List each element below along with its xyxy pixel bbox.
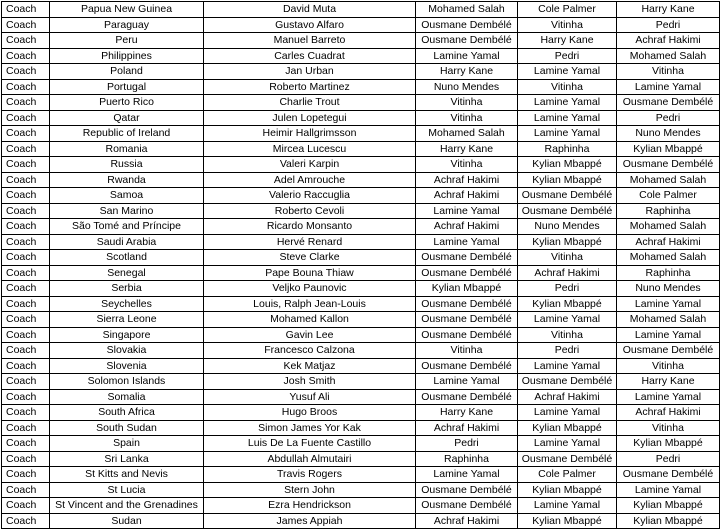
first-place-vote-cell: Ousmane Dembélé [416,17,518,33]
third-place-vote-cell: Kylian Mbappé [617,498,720,514]
coach-name-cell: Travis Rogers [204,467,416,483]
second-place-vote-cell: Lamine Yamal [518,95,617,111]
country-cell: St Vincent and the Grenadines [50,498,204,514]
role-cell: Coach [2,498,50,514]
second-place-vote-cell: Raphinha [518,141,617,157]
third-place-vote-cell: Pedri [617,451,720,467]
second-place-vote-cell: Kylian Mbappé [518,482,617,498]
role-cell: Coach [2,64,50,80]
third-place-vote-cell: Raphinha [617,203,720,219]
first-place-vote-cell: Ousmane Dembélé [416,389,518,405]
third-place-vote-cell: Raphinha [617,265,720,281]
second-place-vote-cell: Ousmane Dembélé [518,374,617,390]
coach-name-cell: Mohamed Kallon [204,312,416,328]
first-place-vote-cell: Mohamed Salah [416,2,518,18]
table-row [2,265,720,281]
table-row [2,188,720,204]
coach-name-cell: Stern John [204,482,416,498]
coach-name-cell: Adel Amrouche [204,172,416,188]
second-place-vote-cell: Lamine Yamal [518,405,617,421]
table-row [2,312,720,328]
table-row [2,281,720,297]
coach-name-cell: Carles Cuadrat [204,48,416,64]
table-row [2,389,720,405]
country-cell: Slovenia [50,358,204,374]
first-place-vote-cell: Raphinha [416,451,518,467]
third-place-vote-cell: Ousmane Dembélé [617,157,720,173]
role-cell: Coach [2,250,50,266]
first-place-vote-cell: Ousmane Dembélé [416,482,518,498]
third-place-vote-cell: Lamine Yamal [617,482,720,498]
role-cell: Coach [2,513,50,529]
coach-name-cell: Luis De La Fuente Castillo [204,436,416,452]
third-place-vote-cell: Ousmane Dembélé [617,467,720,483]
third-place-vote-cell: Pedri [617,110,720,126]
country-cell: Solomon Islands [50,374,204,390]
table-row [2,219,720,235]
first-place-vote-cell: Lamine Yamal [416,203,518,219]
third-place-vote-cell: Ousmane Dembélé [617,343,720,359]
third-place-vote-cell: Achraf Hakimi [617,405,720,421]
table-row [2,79,720,95]
role-cell: Coach [2,48,50,64]
table-row [2,296,720,312]
third-place-vote-cell: Harry Kane [617,2,720,18]
first-place-vote-cell: Vitinha [416,157,518,173]
country-cell: Senegal [50,265,204,281]
coach-name-cell: Ezra Hendrickson [204,498,416,514]
table-row [2,405,720,421]
coach-name-cell: Steve Clarke [204,250,416,266]
second-place-vote-cell: Lamine Yamal [518,312,617,328]
role-cell: Coach [2,79,50,95]
coach-name-cell: Hugo Broos [204,405,416,421]
table-row [2,64,720,80]
country-cell: Papua New Guinea [50,2,204,18]
third-place-vote-cell: Achraf Hakimi [617,33,720,49]
table-row [2,482,720,498]
first-place-vote-cell: Ousmane Dembélé [416,358,518,374]
table-row [2,451,720,467]
first-place-vote-cell: Harry Kane [416,405,518,421]
coach-name-cell: Hervé Renard [204,234,416,250]
country-cell: Somalia [50,389,204,405]
second-place-vote-cell: Lamine Yamal [518,498,617,514]
first-place-vote-cell: Ousmane Dembélé [416,498,518,514]
second-place-vote-cell: Vitinha [518,17,617,33]
second-place-vote-cell: Achraf Hakimi [518,265,617,281]
second-place-vote-cell: Lamine Yamal [518,358,617,374]
third-place-vote-cell: Nuno Mendes [617,126,720,142]
role-cell: Coach [2,188,50,204]
table-row [2,498,720,514]
first-place-vote-cell: Lamine Yamal [416,374,518,390]
second-place-vote-cell: Lamine Yamal [518,126,617,142]
coach-name-cell: Francesco Calzona [204,343,416,359]
role-cell: Coach [2,172,50,188]
country-cell: Portugal [50,79,204,95]
third-place-vote-cell: Nuno Mendes [617,281,720,297]
country-cell: Serbia [50,281,204,297]
role-cell: Coach [2,296,50,312]
first-place-vote-cell: Ousmane Dembélé [416,265,518,281]
third-place-vote-cell: Mohamed Salah [617,312,720,328]
second-place-vote-cell: Pedri [518,48,617,64]
first-place-vote-cell: Pedri [416,436,518,452]
third-place-vote-cell: Mohamed Salah [617,48,720,64]
second-place-vote-cell: Vitinha [518,250,617,266]
third-place-vote-cell: Vitinha [617,420,720,436]
country-cell: Russia [50,157,204,173]
coach-name-cell: Valeri Karpin [204,157,416,173]
first-place-vote-cell: Lamine Yamal [416,467,518,483]
country-cell: Puerto Rico [50,95,204,111]
table-row [2,110,720,126]
country-cell: Republic of Ireland [50,126,204,142]
role-cell: Coach [2,203,50,219]
coach-name-cell: James Appiah [204,513,416,529]
second-place-vote-cell: Ousmane Dembélé [518,451,617,467]
role-cell: Coach [2,358,50,374]
coach-name-cell: Ricardo Monsanto [204,219,416,235]
second-place-vote-cell: Kylian Mbappé [518,234,617,250]
country-cell: Slovakia [50,343,204,359]
table-row [2,48,720,64]
first-place-vote-cell: Achraf Hakimi [416,172,518,188]
country-cell: Philippines [50,48,204,64]
role-cell: Coach [2,482,50,498]
role-cell: Coach [2,17,50,33]
coach-name-cell: Simon James Yor Kak [204,420,416,436]
first-place-vote-cell: Ousmane Dembélé [416,327,518,343]
table-row [2,95,720,111]
first-place-vote-cell: Kylian Mbappé [416,281,518,297]
third-place-vote-cell: Kylian Mbappé [617,436,720,452]
third-place-vote-cell: Pedri [617,17,720,33]
country-cell: Qatar [50,110,204,126]
country-cell: Sierra Leone [50,312,204,328]
first-place-vote-cell: Nuno Mendes [416,79,518,95]
table-row [2,327,720,343]
role-cell: Coach [2,95,50,111]
role-cell: Coach [2,327,50,343]
first-place-vote-cell: Lamine Yamal [416,234,518,250]
first-place-vote-cell: Harry Kane [416,64,518,80]
table-row [2,467,720,483]
coach-name-cell: Jan Urban [204,64,416,80]
role-cell: Coach [2,110,50,126]
role-cell: Coach [2,126,50,142]
country-cell: Singapore [50,327,204,343]
role-cell: Coach [2,265,50,281]
third-place-vote-cell: Harry Kane [617,374,720,390]
second-place-vote-cell: Cole Palmer [518,2,617,18]
second-place-vote-cell: Kylian Mbappé [518,513,617,529]
second-place-vote-cell: Harry Kane [518,33,617,49]
third-place-vote-cell: Lamine Yamal [617,389,720,405]
coach-name-cell: Charlie Trout [204,95,416,111]
table-row [2,172,720,188]
table-row [2,250,720,266]
country-cell: Sri Lanka [50,451,204,467]
first-place-vote-cell: Vitinha [416,110,518,126]
first-place-vote-cell: Harry Kane [416,141,518,157]
second-place-vote-cell: Cole Palmer [518,467,617,483]
second-place-vote-cell: Lamine Yamal [518,436,617,452]
country-cell: Seychelles [50,296,204,312]
role-cell: Coach [2,343,50,359]
second-place-vote-cell: Kylian Mbappé [518,157,617,173]
coach-name-cell: Julen Lopetegui [204,110,416,126]
role-cell: Coach [2,281,50,297]
second-place-vote-cell: Vitinha [518,327,617,343]
role-cell: Coach [2,405,50,421]
second-place-vote-cell: Kylian Mbappé [518,420,617,436]
second-place-vote-cell: Lamine Yamal [518,64,617,80]
role-cell: Coach [2,467,50,483]
country-cell: Romania [50,141,204,157]
second-place-vote-cell: Pedri [518,281,617,297]
table-row [2,234,720,250]
role-cell: Coach [2,2,50,18]
first-place-vote-cell: Lamine Yamal [416,48,518,64]
first-place-vote-cell: Vitinha [416,95,518,111]
country-cell: Sudan [50,513,204,529]
role-cell: Coach [2,234,50,250]
third-place-vote-cell: Mohamed Salah [617,172,720,188]
second-place-vote-cell: Pedri [518,343,617,359]
role-cell: Coach [2,219,50,235]
coach-name-cell: Josh Smith [204,374,416,390]
country-cell: Peru [50,33,204,49]
second-place-vote-cell: Kylian Mbappé [518,172,617,188]
third-place-vote-cell: Achraf Hakimi [617,234,720,250]
coach-name-cell: Gustavo Alfaro [204,17,416,33]
role-cell: Coach [2,157,50,173]
country-cell: Poland [50,64,204,80]
country-cell: Paraguay [50,17,204,33]
third-place-vote-cell: Mohamed Salah [617,219,720,235]
role-cell: Coach [2,451,50,467]
first-place-vote-cell: Ousmane Dembélé [416,250,518,266]
table-row [2,420,720,436]
coach-name-cell: Mircea Lucescu [204,141,416,157]
table-row [2,343,720,359]
role-cell: Coach [2,436,50,452]
coach-name-cell: Manuel Barreto [204,33,416,49]
role-cell: Coach [2,33,50,49]
table-row [2,126,720,142]
third-place-vote-cell: Kylian Mbappé [617,141,720,157]
country-cell: South Africa [50,405,204,421]
country-cell: South Sudan [50,420,204,436]
country-cell: São Tomé and Príncipe [50,219,204,235]
table-row [2,2,720,18]
third-place-vote-cell: Cole Palmer [617,188,720,204]
coach-name-cell: Gavin Lee [204,327,416,343]
country-cell: Spain [50,436,204,452]
coach-name-cell: Roberto Martinez [204,79,416,95]
third-place-vote-cell: Mohamed Salah [617,250,720,266]
role-cell: Coach [2,389,50,405]
third-place-vote-cell: Lamine Yamal [617,327,720,343]
country-cell: Saudi Arabia [50,234,204,250]
table-row [2,436,720,452]
coach-name-cell: Heimir Hallgrimsson [204,126,416,142]
votes-table [1,1,720,529]
coach-name-cell: Yusuf Ali [204,389,416,405]
table-row [2,513,720,529]
country-cell: St Lucia [50,482,204,498]
country-cell: St Kitts and Nevis [50,467,204,483]
country-cell: Scotland [50,250,204,266]
table-row [2,358,720,374]
first-place-vote-cell: Achraf Hakimi [416,420,518,436]
coach-name-cell: David Muta [204,2,416,18]
third-place-vote-cell: Kylian Mbappé [617,513,720,529]
coach-name-cell: Veljko Paunovic [204,281,416,297]
second-place-vote-cell: Ousmane Dembélé [518,203,617,219]
votes-table-body [2,2,720,529]
table-row [2,141,720,157]
coach-name-cell: Roberto Cevoli [204,203,416,219]
coach-name-cell: Abdullah Almutairi [204,451,416,467]
table-row [2,203,720,219]
role-cell: Coach [2,141,50,157]
first-place-vote-cell: Achraf Hakimi [416,219,518,235]
second-place-vote-cell: Vitinha [518,79,617,95]
second-place-vote-cell: Kylian Mbappé [518,296,617,312]
second-place-vote-cell: Ousmane Dembélé [518,188,617,204]
first-place-vote-cell: Mohamed Salah [416,126,518,142]
country-cell: San Marino [50,203,204,219]
table-row [2,374,720,390]
first-place-vote-cell: Ousmane Dembélé [416,296,518,312]
coach-name-cell: Valerio Raccuglia [204,188,416,204]
third-place-vote-cell: Vitinha [617,64,720,80]
role-cell: Coach [2,420,50,436]
first-place-vote-cell: Achraf Hakimi [416,513,518,529]
table-row [2,33,720,49]
country-cell: Rwanda [50,172,204,188]
first-place-vote-cell: Achraf Hakimi [416,188,518,204]
first-place-vote-cell: Ousmane Dembélé [416,312,518,328]
coach-name-cell: Louis, Ralph Jean-Louis [204,296,416,312]
table-row [2,17,720,33]
country-cell: Samoa [50,188,204,204]
third-place-vote-cell: Lamine Yamal [617,79,720,95]
first-place-vote-cell: Vitinha [416,343,518,359]
third-place-vote-cell: Vitinha [617,358,720,374]
third-place-vote-cell: Ousmane Dembélé [617,95,720,111]
table-row [2,157,720,173]
third-place-vote-cell: Lamine Yamal [617,296,720,312]
first-place-vote-cell: Ousmane Dembélé [416,33,518,49]
role-cell: Coach [2,374,50,390]
role-cell: Coach [2,312,50,328]
coach-name-cell: Pape Bouna Thiaw [204,265,416,281]
second-place-vote-cell: Nuno Mendes [518,219,617,235]
second-place-vote-cell: Lamine Yamal [518,110,617,126]
second-place-vote-cell: Achraf Hakimi [518,389,617,405]
coach-name-cell: Kek Matjaz [204,358,416,374]
